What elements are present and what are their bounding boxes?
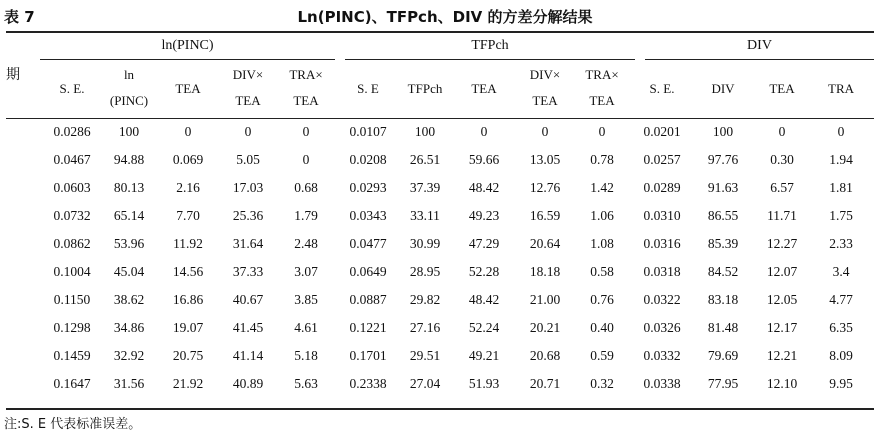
column-header-line: TEA (532, 93, 558, 108)
table-cell: 0 (480, 124, 488, 139)
table-cell: 19.07 (172, 320, 204, 335)
table-cell: 81.48 (707, 320, 739, 335)
table-cell: 0 (837, 124, 845, 139)
table-cell: 47.29 (468, 236, 500, 251)
column-header-line: TEA (769, 81, 795, 96)
table-cell: 0.0257 (643, 152, 681, 167)
table-cell: 0.32 (590, 376, 614, 391)
column-header-line: S. E. (59, 81, 85, 96)
table-cell: 0.0201 (643, 124, 681, 139)
table-cell: 8.09 (829, 348, 853, 363)
table-cell: 27.16 (409, 320, 441, 335)
column-header-line: TEA (471, 81, 497, 96)
table-cell: 59.66 (468, 152, 500, 167)
table-cell: 37.33 (232, 264, 264, 279)
table-cell: 41.14 (232, 348, 264, 363)
table-cell: 25.36 (232, 208, 264, 223)
table-cell: 20.71 (529, 376, 561, 391)
table-cell: 29.51 (409, 348, 441, 363)
table-cell: 20.68 (529, 348, 561, 363)
header-rule (6, 118, 874, 119)
table-cell: 100 (414, 124, 436, 139)
table-cell: 0.1150 (53, 292, 91, 307)
column-header (585, 62, 618, 114)
table-cell: 0 (302, 124, 310, 139)
table-cell: 12.21 (766, 348, 798, 363)
table-cell: 79.69 (707, 348, 739, 363)
table-cell: 49.23 (468, 208, 500, 223)
column-header-line: DIV× (529, 67, 561, 82)
table-cell: 0.0649 (349, 264, 387, 279)
table-cell: 32.92 (113, 348, 145, 363)
column-header-line: (PINC) (109, 93, 149, 108)
group-header-tfpch: TFPch (471, 38, 509, 53)
column-header (650, 76, 675, 102)
table-cell: 0.30 (770, 152, 794, 167)
table-cell: 0.1647 (53, 376, 91, 391)
table-cell: 0 (541, 124, 549, 139)
table-cell: 6.35 (829, 320, 853, 335)
table-cell: 21.92 (172, 376, 204, 391)
group-rule-lnpinc (40, 59, 335, 60)
column-header-line: S. E. (649, 81, 675, 96)
table-cell: 0.0107 (349, 124, 387, 139)
table-cell: 27.04 (409, 376, 441, 391)
table-cell: 65.14 (113, 208, 145, 223)
column-header-line: TEA (293, 93, 319, 108)
group-rule-div (645, 59, 874, 60)
table-cell: 83.18 (707, 292, 739, 307)
table-cell: 1.94 (829, 152, 853, 167)
group-rule-tfpch (345, 59, 635, 60)
table-cell: 0.0343 (349, 208, 387, 223)
column-header (233, 62, 263, 114)
column-header (471, 76, 496, 102)
column-header-line: TRA× (289, 67, 323, 82)
table-cell: 0.1298 (53, 320, 91, 335)
table-cell: 7.70 (176, 208, 200, 223)
table-cell: 12.10 (766, 376, 798, 391)
table-cell: 40.89 (232, 376, 264, 391)
table-cell: 0.58 (590, 264, 614, 279)
table-cell: 33.11 (410, 208, 440, 223)
table-cell: 0.0467 (53, 152, 91, 167)
column-header-line: TFPch (407, 81, 443, 96)
table-cell: 20.64 (529, 236, 561, 251)
table-cell: 0.78 (590, 152, 614, 167)
table-cell: 34.86 (113, 320, 145, 335)
table-cell: 0.40 (590, 320, 614, 335)
table-cell: 0 (778, 124, 786, 139)
table-cell: 0.59 (590, 348, 614, 363)
table-cell: 38.62 (113, 292, 145, 307)
table-cell: 16.86 (172, 292, 204, 307)
table-cell: 4.77 (829, 292, 853, 307)
column-header-line: TEA (175, 81, 201, 96)
table-cell: 0.1701 (349, 348, 387, 363)
column-header (175, 76, 200, 102)
table-cell: 21.00 (529, 292, 561, 307)
table-cell: 0 (184, 124, 192, 139)
table-cell: 12.17 (766, 320, 798, 335)
column-header (530, 62, 560, 114)
table-cell: 0.0477 (349, 236, 387, 251)
table-cell: 12.07 (766, 264, 798, 279)
table-title: Ln(PINC)、TFPch、DIV 的方差分解结果 (297, 8, 593, 26)
bottom-rule (6, 408, 874, 410)
table-cell: 0.0887 (349, 292, 387, 307)
table-cell: 2.48 (294, 236, 318, 251)
table-label: 表 7 (4, 8, 35, 26)
table-cell: 11.71 (767, 208, 797, 223)
table-cell: 13.05 (529, 152, 561, 167)
table-cell: 9.95 (829, 376, 853, 391)
table-cell: 3.4 (832, 264, 850, 279)
table-cell: 0 (598, 124, 606, 139)
table-cell: 100 (712, 124, 734, 139)
table-cell: 31.64 (232, 236, 264, 251)
table-cell: 3.85 (294, 292, 318, 307)
table-cell: 52.24 (468, 320, 500, 335)
table-cell: 100 (118, 124, 140, 139)
column-header (60, 76, 85, 102)
table-note: 注:S. E 代表标准误差。 (4, 417, 142, 432)
table-cell: 11.92 (173, 236, 203, 251)
table-cell: 0 (244, 124, 252, 139)
table-cell: 20.75 (172, 348, 204, 363)
table-cell: 37.39 (409, 180, 441, 195)
table-cell: 53.96 (113, 236, 145, 251)
table-cell: 18.18 (529, 264, 561, 279)
top-rule (6, 31, 874, 33)
table-cell: 14.56 (172, 264, 204, 279)
table-cell: 52.28 (468, 264, 500, 279)
table-cell: 1.75 (829, 208, 853, 223)
table-cell: 0.0318 (643, 264, 681, 279)
column-header-line: TRA (828, 81, 854, 96)
group-header-lnpinc: ln(PINC) (161, 38, 214, 53)
table-cell: 0.0310 (643, 208, 681, 223)
column-header (711, 76, 734, 102)
column-header-line: TRA× (585, 67, 619, 82)
column-header (289, 62, 322, 114)
table-cell: 0.069 (172, 152, 204, 167)
column-header-line: DIV× (232, 67, 264, 82)
table-cell: 20.21 (529, 320, 561, 335)
table-cell: 0.0732 (53, 208, 91, 223)
table-cell: 0.0316 (643, 236, 681, 251)
table-cell: 48.42 (468, 180, 500, 195)
table-cell: 29.82 (409, 292, 441, 307)
table-cell: 97.76 (707, 152, 739, 167)
column-header (110, 62, 148, 114)
table-cell: 12.05 (766, 292, 798, 307)
table-cell: 0.68 (294, 180, 318, 195)
column-header-line: TEA (235, 93, 261, 108)
table-cell: 0.0208 (349, 152, 387, 167)
table-cell: 0.1004 (53, 264, 91, 279)
table-cell: 2.33 (829, 236, 853, 251)
column-header (408, 76, 443, 102)
table-cell: 6.57 (770, 180, 794, 195)
table-cell: 0.1221 (349, 320, 387, 335)
table-cell: 0.76 (590, 292, 614, 307)
table-cell: 0.0289 (643, 180, 681, 195)
table-cell: 41.45 (232, 320, 264, 335)
table-cell: 84.52 (707, 264, 739, 279)
table-cell: 0.0338 (643, 376, 681, 391)
table-cell: 30.99 (409, 236, 441, 251)
table-cell: 4.61 (294, 320, 318, 335)
table-cell: 1.06 (590, 208, 614, 223)
table-cell: 49.21 (468, 348, 500, 363)
table-cell: 5.18 (294, 348, 318, 363)
table-cell: 31.56 (113, 376, 145, 391)
table-cell: 0.0293 (349, 180, 387, 195)
table-cell: 0.1459 (53, 348, 91, 363)
column-header-line: DIV (711, 81, 735, 96)
table-cell: 51.93 (468, 376, 500, 391)
table-cell: 0.0603 (53, 180, 91, 195)
table-cell: 28.95 (409, 264, 441, 279)
table-cell: 0.0332 (643, 348, 681, 363)
table-cell: 1.08 (590, 236, 614, 251)
table-cell: 40.67 (232, 292, 264, 307)
table-cell: 91.63 (707, 180, 739, 195)
table-cell: 94.88 (113, 152, 145, 167)
stub-header: 期 (6, 67, 20, 83)
table-cell: 1.79 (294, 208, 318, 223)
table-cell: 80.13 (113, 180, 145, 195)
table-cell: 5.05 (236, 152, 260, 167)
table-cell: 86.55 (707, 208, 739, 223)
column-header (828, 76, 854, 102)
column-header (769, 76, 794, 102)
table-cell: 0.0862 (53, 236, 91, 251)
table-cell: 2.16 (176, 180, 200, 195)
table-cell: 3.07 (294, 264, 318, 279)
group-header-div: DIV (747, 38, 772, 53)
table-cell: 85.39 (707, 236, 739, 251)
table-cell: 12.27 (766, 236, 798, 251)
column-header-line: TEA (589, 93, 615, 108)
table-cell: 1.81 (829, 180, 853, 195)
table-cell: 12.76 (529, 180, 561, 195)
table-cell: 1.42 (590, 180, 614, 195)
table-cell: 0.0322 (643, 292, 681, 307)
table-cell: 0.2338 (349, 376, 387, 391)
table-cell: 26.51 (409, 152, 441, 167)
table-cell: 5.63 (294, 376, 318, 391)
table-cell: 0 (302, 152, 310, 167)
table-cell: 45.04 (113, 264, 145, 279)
column-header-line: S. E (357, 81, 379, 96)
column-header (357, 76, 379, 102)
table-cell: 48.42 (468, 292, 500, 307)
table-cell: 77.95 (707, 376, 739, 391)
column-header-line: ln (123, 67, 135, 82)
table-cell: 0.0326 (643, 320, 681, 335)
table-cell: 0.0286 (53, 124, 91, 139)
table-cell: 16.59 (529, 208, 561, 223)
table-cell: 17.03 (232, 180, 264, 195)
